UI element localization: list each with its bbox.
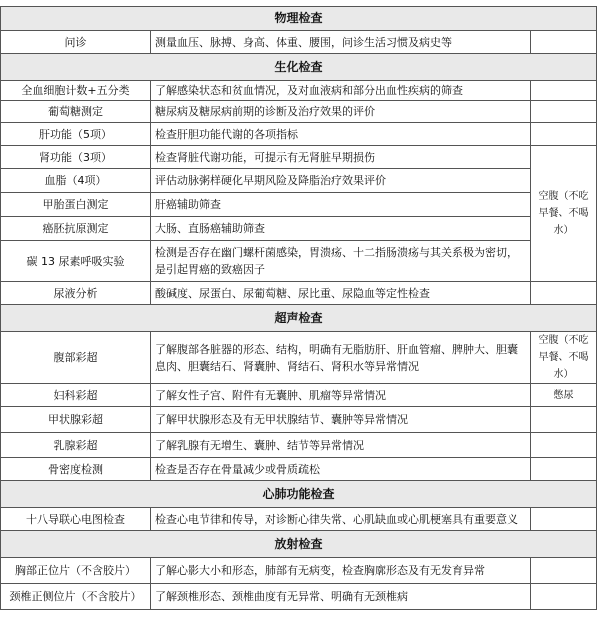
item-description: 了解女性子宫、附件有无囊肿、肌瘤等异常情况 [151, 384, 531, 407]
item-description: 检查是否存在骨量减少或骨质疏松 [151, 458, 531, 481]
item-description: 了解甲状腺形态及有无甲状腺结节、囊肿等异常情况 [151, 407, 531, 433]
item-note [531, 101, 597, 123]
item-name: 肾功能（3项） [1, 146, 151, 169]
item-description: 了解乳腺有无增生、囊肿、结节等异常情况 [151, 433, 531, 458]
table-row [1, 508, 597, 531]
item-name: 颈椎正侧位片（不含胶片） [1, 584, 151, 610]
item-description: 检查肾脏代谢功能，可提示有无肾脏早期损伤 [151, 146, 531, 169]
section-title-ultrasound: 超声检查 [1, 305, 597, 332]
item-name: 乳腺彩超 [1, 433, 151, 458]
item-note [531, 584, 597, 610]
fasting-note-abdomen: 空腹（不吃早餐、不喝水） [531, 332, 597, 384]
table-row [1, 433, 597, 458]
table-row [1, 169, 597, 193]
item-description: 了解颈椎形态、颈椎曲度有无异常、明确有无颈椎病 [151, 584, 531, 610]
item-note [531, 433, 597, 458]
section-title-physical: 物理检查 [1, 7, 597, 31]
hold-urine-note: 憋尿 [531, 384, 597, 407]
item-description: 了解腹部各脏器的形态、结构，明确有无脂肪肝、肝血管瘤、脾肿大、胆囊息肉、胆囊结石、肾囊肿、肾结石、肾积水等异常情况 [151, 332, 531, 384]
item-description: 测量血压、脉搏、身高、体重、腰围，问诊生活习惯及病史等 [151, 31, 531, 54]
item-name: 葡萄糖测定 [1, 101, 151, 123]
section-row-biochem [1, 54, 597, 81]
table-row [1, 101, 597, 123]
item-name: 问诊 [1, 31, 151, 54]
table-row [1, 123, 597, 146]
table-row [1, 146, 597, 169]
table-row [1, 384, 597, 407]
section-title-cardiopulmonary: 心肺功能检查 [1, 481, 597, 508]
item-name: 腹部彩超 [1, 332, 151, 384]
item-description: 评估动脉粥样硬化早期风险及降脂治疗效果评价 [151, 169, 531, 193]
section-title-biochem: 生化检查 [1, 54, 597, 81]
table-row [1, 332, 597, 384]
item-name: 胸部正位片（不含胶片） [1, 558, 151, 584]
section-row-ultrasound [1, 305, 597, 332]
item-name: 妇科彩超 [1, 384, 151, 407]
item-description: 检查心电节律和传导，对诊断心律失常、心肌缺血或心肌梗塞具有重要意义 [151, 508, 531, 531]
item-description: 检查肝胆功能代谢的各项指标 [151, 123, 531, 146]
table-row [1, 217, 597, 241]
section-title-radiology: 放射检查 [1, 531, 597, 558]
item-name: 碳 13 尿素呼吸实验 [1, 241, 151, 282]
item-note [531, 31, 597, 54]
exam-items-table [0, 6, 597, 610]
item-description: 酸碱度、尿蛋白、尿葡萄糖、尿比重、尿隐血等定性检查 [151, 282, 531, 305]
item-description: 大肠、直肠癌辅助筛查 [151, 217, 531, 241]
section-row-radiology [1, 531, 597, 558]
table-row [1, 282, 597, 305]
item-note [531, 123, 597, 146]
table-row [1, 558, 597, 584]
table-row [1, 584, 597, 610]
section-row-cardiopulmonary [1, 481, 597, 508]
item-name: 癌胚抗原测定 [1, 217, 151, 241]
item-description: 检测是否存在幽门螺杆菌感染，胃溃疡、十二指肠溃疡与其关系极为密切，是引起胃癌的致癌因子 [151, 241, 531, 282]
item-description: 了解心影大小和形态，肺部有无病变，检查胸廓形态及有无发育异常 [151, 558, 531, 584]
fasting-note-biochem: 空腹（不吃早餐、不喝水） [531, 146, 597, 282]
item-description: 糖尿病及糖尿病前期的诊断及治疗效果的评价 [151, 101, 531, 123]
table-row [1, 81, 597, 101]
item-name: 尿液分析 [1, 282, 151, 305]
table-row [1, 458, 597, 481]
table-row [1, 31, 597, 54]
item-note [531, 407, 597, 433]
table-row [1, 193, 597, 217]
item-name: 肝功能（5项） [1, 123, 151, 146]
item-description: 了解感染状态和贫血情况，及对血液病和部分出血性疾病的筛查 [151, 81, 531, 101]
item-note [531, 558, 597, 584]
item-name: 甲胎蛋白测定 [1, 193, 151, 217]
item-name: 骨密度检测 [1, 458, 151, 481]
item-note [531, 458, 597, 481]
table-row [1, 407, 597, 433]
table-row [1, 241, 597, 282]
item-name: 全血细胞计数+五分类 [1, 81, 151, 101]
item-note [531, 282, 597, 305]
item-note [531, 508, 597, 531]
section-row-physical [1, 7, 597, 31]
item-name: 血脂（4项） [1, 169, 151, 193]
item-name: 十八导联心电图检查 [1, 508, 151, 531]
item-name: 甲状腺彩超 [1, 407, 151, 433]
item-description: 肝癌辅助筛查 [151, 193, 531, 217]
item-note [531, 81, 597, 101]
